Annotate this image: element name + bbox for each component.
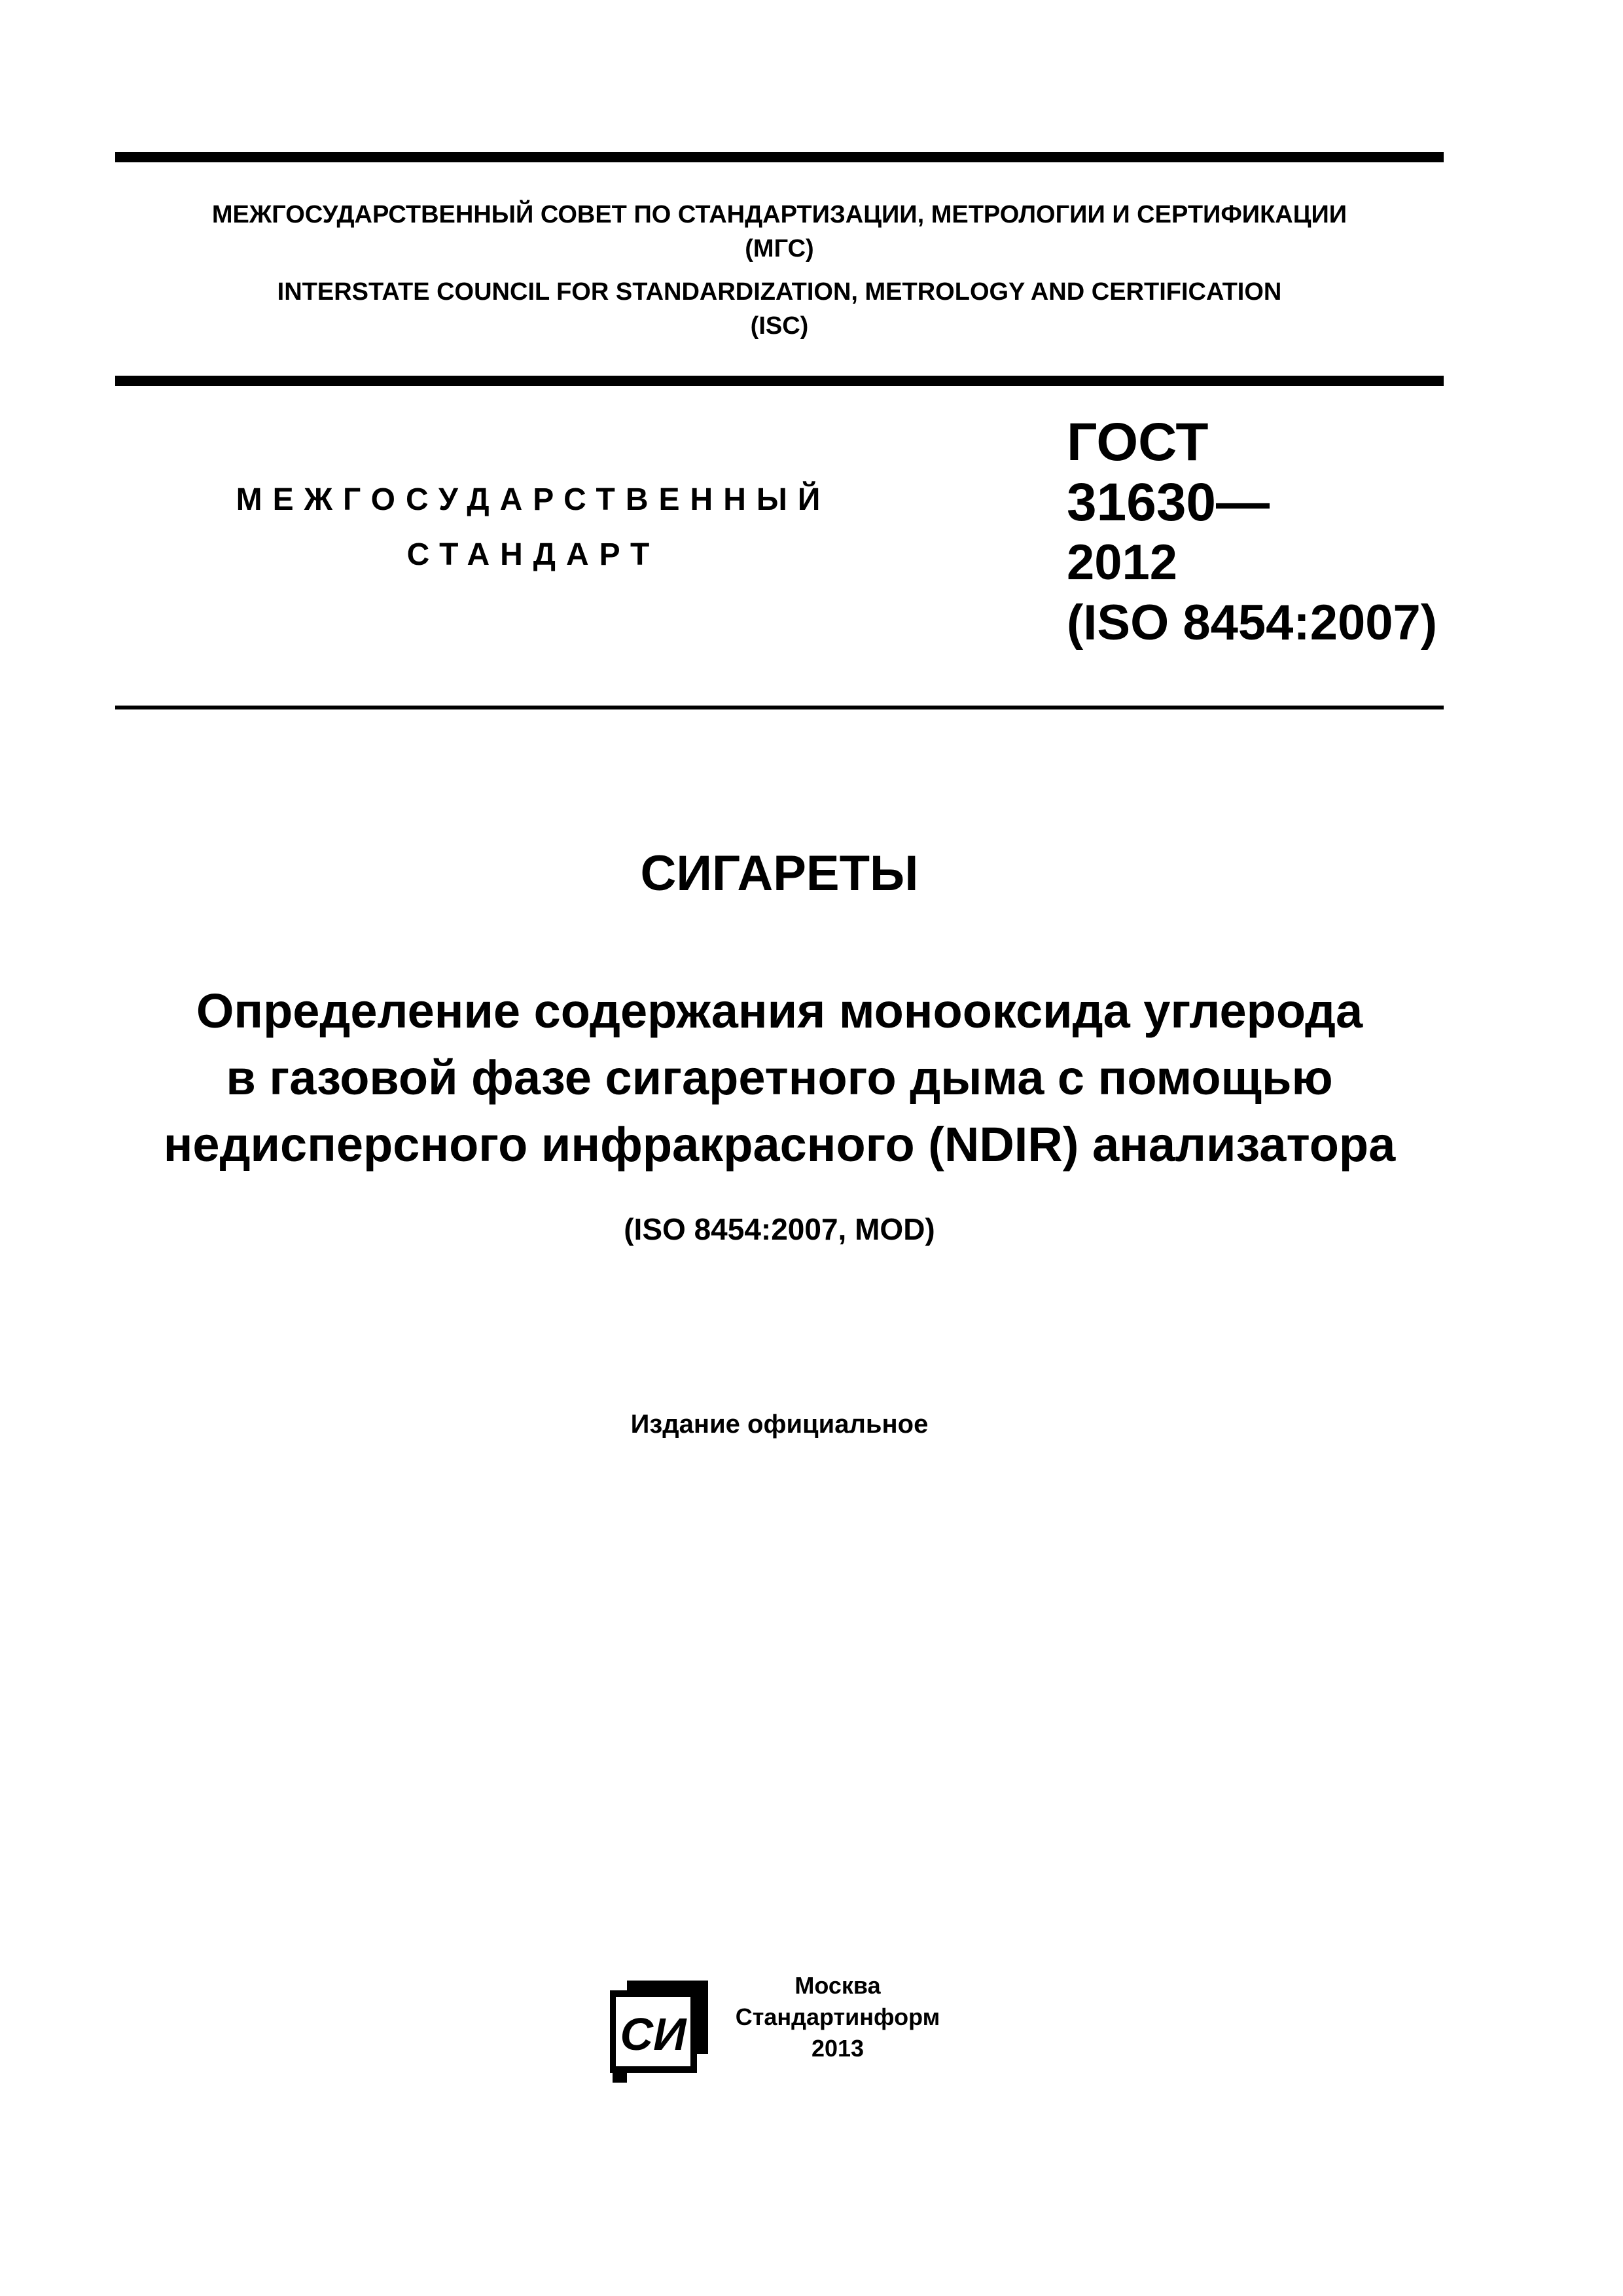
council-name-ru-line1: МЕЖГОСУДАРСТВЕННЫЙ СОВЕТ ПО СТАНДАРТИЗАЦИИ, МЕТРОЛОГИИ И СЕРТИФИКАЦИИ: [211, 201, 1347, 228]
council-abbr-en: (ISC): [750, 312, 809, 340]
bottom-rule: [115, 706, 1444, 709]
standartinform-logo-icon: [610, 1977, 711, 2087]
publisher-city: Москва: [794, 1972, 881, 1999]
subtitle-line3: недисперсного инфракрасного (NDIR) анализатора: [163, 1117, 1396, 1172]
designation-year: 2012: [1067, 535, 1178, 590]
subtitle-line1: Определение содержания монооксида углерода: [196, 984, 1363, 1038]
logo-lettering: СИ: [620, 2009, 687, 2060]
top-rule: [115, 152, 1444, 162]
council-name-ru: [115, 198, 1444, 266]
document-subtitle: [115, 978, 1444, 1178]
middle-rule: [115, 376, 1444, 386]
document-title: СИГАРЕТЫ: [640, 846, 919, 901]
edition-note: Издание официальное: [630, 1410, 929, 1439]
designation-number: 31630—: [1067, 473, 1270, 532]
standard-designation: [1067, 412, 1446, 653]
standard-kind-line2: СТАНДАРТ: [406, 537, 660, 572]
subtitle-line2: в газовой фазе сигаретного дыма с помощью: [226, 1050, 1333, 1105]
council-name-en: [115, 275, 1444, 343]
iso-reference: (ISO 8454:2007, MOD): [624, 1212, 935, 1246]
council-name-en-line1: INTERSTATE COUNCIL FOR STANDARDIZATION, METROLOGY AND CERTIFICATION: [277, 278, 1282, 306]
publisher-block: [707, 1970, 969, 2064]
designation-iso: (ISO 8454:2007): [1067, 595, 1438, 651]
standard-kind: [196, 473, 870, 583]
standard-kind-line1: МЕЖГОСУДАРСТВЕННЫЙ: [236, 482, 831, 517]
designation-gost: ГОСТ: [1067, 412, 1209, 472]
publisher-year: 2013: [811, 2035, 865, 2062]
publisher-name: Стандартинформ: [735, 2003, 940, 2030]
council-abbr-ru: (МГС): [745, 235, 814, 262]
